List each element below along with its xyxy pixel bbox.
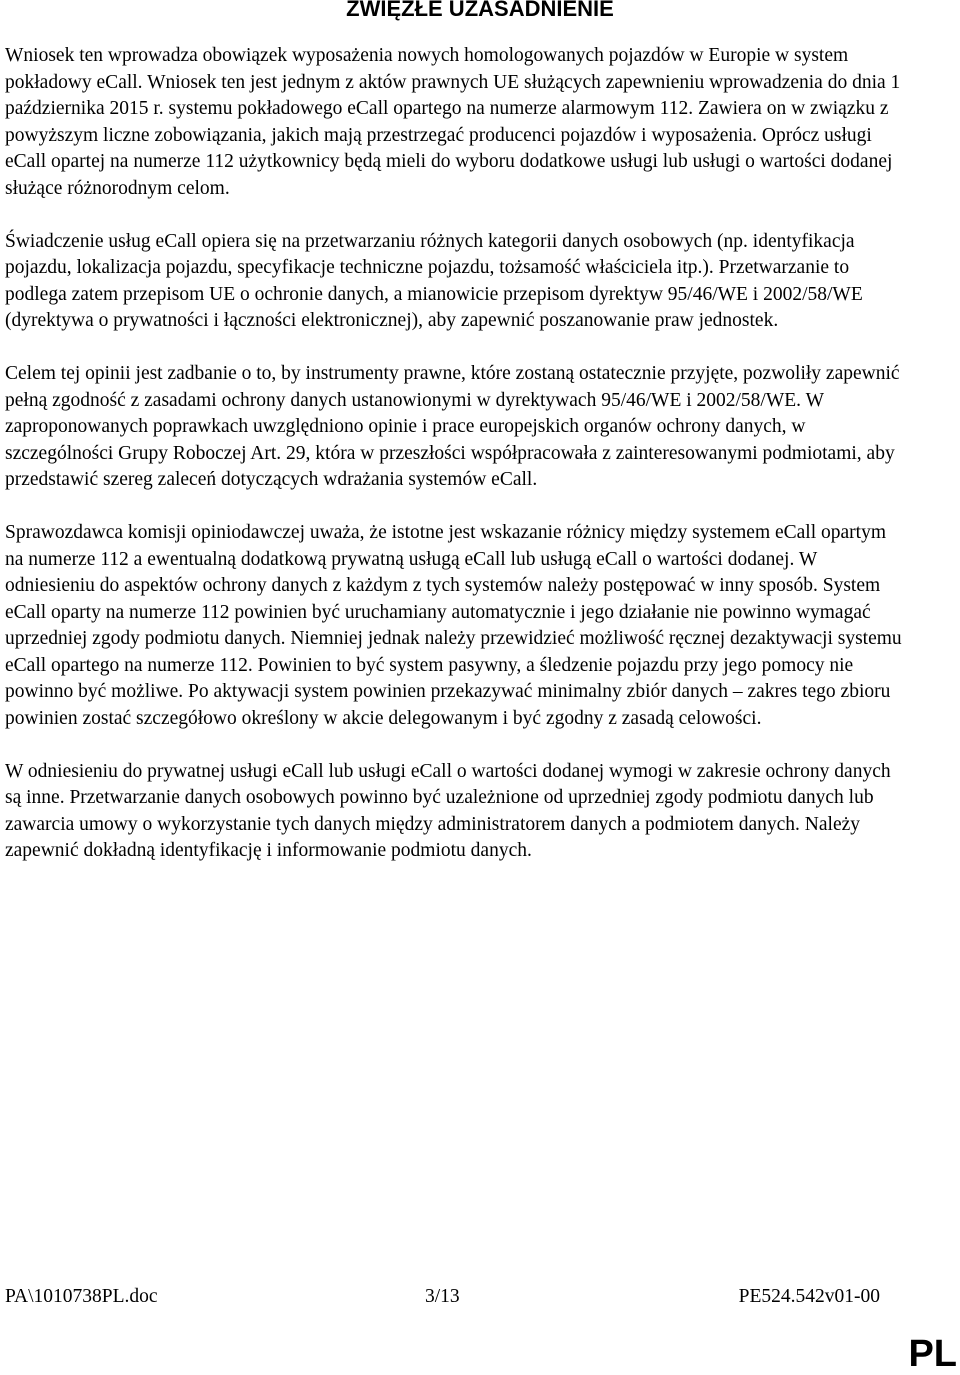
page-footer: [5, 1284, 880, 1312]
paragraph-2: Świadczenie usług eCall opiera się na przetwarzaniu różnych kategorii danych osobowych (np. identyfikacja pojazdu, lokalizacja pojazdu, specyfikacje techniczne pojazdu, tożsamość właściciela itp.). Przetwarzanie to podlega zatem przepisom UE o ochronie danych, a mianowicie przepisom dyrektyw 95/46/WE i 2002/58/WE (dyrektywa o prywatności i łączności elektronicznej), aby zapewnić poszanowanie praw jednostek.: [5, 230, 863, 331]
document-body: [5, 43, 905, 891]
paragraph-1: Wniosek ten wprowadza obowiązek wyposażenia nowych homologowanych pojazdów w Europie w system pokładowy eCall. Wniosek ten jest jednym z aktów prawnych UE służących zapewnieniu wprowadzenia do dnia 1 października 2015 r. systemu pokładowego eCall opartego na numerze alarmowym 112. Zawiera on w związku z powyższym liczne zobowiązania, jakich mają przestrzegać producenci pojazdów i wyposażenia. Oprócz usługi eCall opartej na numerze 112 użytkownicy będą mieli do wyboru dodatkowe usługi lub usługi o wartości dodanej służące różnorodnym celom.: [5, 45, 901, 199]
footer-file-ref: PA\1010738PL.doc: [5, 1286, 158, 1307]
paragraph-5: W odniesieniu do prywatnej usługi eCall lub usługi eCall o wartości dodanej wymogi w zakresie ochrony danych są inne. Przetwarzanie danych osobowych powinno być uzależnione od uprzedniej zgody podmiotu danych lub zawarcia umowy o wykorzystanie tych danych między administratorem danych a podmiotem danych. Należy zapewnić dokładną identyfikację i informowanie podmiotu danych.: [5, 760, 891, 861]
paragraph-3: Celem tej opinii jest zadbanie o to, by instrumenty prawne, które zostaną ostatecznie przyjęte, pozwoliły zapewnić pełną zgodność z zasadami ochrony danych ustanowionymi w dyrektywach 95/46/WE i 2002/58/WE. W zaproponowanych poprawkach uwzględniono opinie i prace europejskich organów ochrony danych, w szczególności Grupy Roboczej Art. 29, która w przeszłości współpracowała z zainteresowanymi podmiotami, aby przedstawić szereg zaleceń dotyczących wdrażania systemów eCall.: [5, 363, 900, 490]
page-title: ZWIĘZŁE UZASADNIENIE: [346, 0, 614, 21]
paragraph-4: Sprawozdawca komisji opiniodawczej uważa, że istotne jest wskazanie różnicy między systemem eCall opartym na numerze 112 a ewentualną dodatkową prywatną usługą eCall lub usługą eCall o wartości dodanej. W odniesieniu do aspektów ochrony danych z każdym z tych systemów należy postępować w inny sposób. System eCall oparty na numerze 112 powinien być uruchamiany automatycznie i jego działanie nie powinno wymagać uprzedniej zgody podmiotu danych. Niemniej jednak należy przewidzieć możliwość ręcznej dezaktywacji systemu eCall opartego na numerze 112. Powinien to być system pasywny, a śledzenie pojazdu przy jego pomocy nie powinno być możliwe. Po aktywacji system powinien przekazywać minimalny zbiór danych – zakres tego zbioru powinien zostać szczegółowo określony w akcie delegowanym i być zgodny z zasadą celowości.: [5, 522, 902, 729]
footer-doc-number: PE524.542v01-00: [738, 1286, 880, 1307]
language-code: PL: [908, 1333, 957, 1375]
footer-page-number: 3/13: [425, 1286, 460, 1307]
